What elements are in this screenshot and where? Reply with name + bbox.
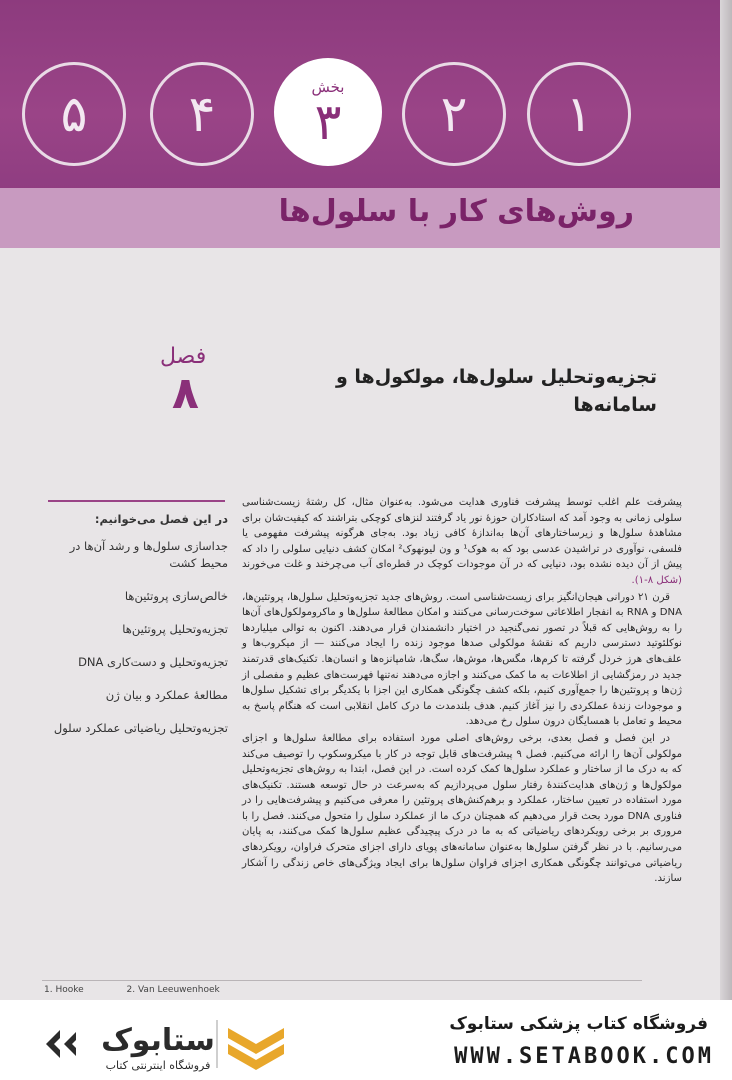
part-circle-2: ۲ <box>402 62 506 166</box>
part-title-band <box>0 188 732 248</box>
footnote-2: 2. Van Leeuwenhoek <box>126 985 220 995</box>
figure-reference: (شکل ۸-۱). <box>631 574 682 586</box>
chapter-number: ۸ <box>172 368 199 419</box>
part-number: ۳ <box>314 92 342 151</box>
part-circle-4: ۴ <box>150 62 254 166</box>
logo-text: ستابوک <box>101 1023 215 1058</box>
part-title: روش‌های کار با سلول‌ها <box>278 194 634 229</box>
chapter-title: تجزیه‌وتحلیل سلول‌ها، مولکول‌ها و سامانه‌ها <box>336 366 657 416</box>
footnotes <box>44 985 260 995</box>
footer-bar <box>0 1000 732 1080</box>
footnote-1: 1. Hooke <box>44 985 84 995</box>
logo-subtext: فروشگاه اینترنتی کتاب <box>105 1059 211 1072</box>
paragraph-1-text: پیشرفت علم اغلب توسط پیشرفت فناوری هدایت می‌شود. به‌عنوان مثال، کل رشتهٔ زیست‌شناسی سلولی زمانی به وجود آمد که استادکاران حوزهٔ نور یاد گرفتند لنزهای کوچکی بتراشند که کیفیت‌شان برای مشاهدهٔ سلول‌ها و زیرساختارهای آن‌ها به‌اندازهٔ کافی زیاد بود. به‌جای هرگونه پیشرفت مفهومی یا فلسفی، نوآوری در تراشیدن عدسی بود که به هوک¹ و ون لیونهوک² امکان کشف دنیایی سلولی را داد که پیش از آن دیده نشده بود، دنیایی که در آن موجودات کوچک در قطره‌ای آب می‌چرخند و غلت می‌خورند <box>242 497 682 571</box>
store-name: فروشگاه کتاب پزشکی ستابوک <box>449 1014 708 1034</box>
sidebar-item: خالص‌سازی پروتئین‌ها <box>124 589 228 603</box>
sidebar-divider <box>48 500 225 502</box>
body-text <box>242 495 682 888</box>
part-banner <box>0 0 732 190</box>
footnote-divider <box>42 980 642 981</box>
sidebar-item: جداسازی سلول‌ها و رشد آن‌ها در محیط کشت <box>69 539 228 570</box>
sidebar-item: تجزیه‌وتحلیل پروتئین‌ها <box>122 622 228 636</box>
part-label: بخش <box>311 77 345 96</box>
setabook-logo <box>38 1014 288 1074</box>
sidebar-item: مطالعهٔ عملکرد و بیان ژن <box>105 688 228 702</box>
sidebar-item: تجزیه‌وتحلیل و دست‌کاری DNA <box>78 655 228 669</box>
part-circle-3-active <box>274 58 382 166</box>
part-circle-1: ۱ <box>527 62 631 166</box>
part-circle-5: ۵ <box>22 62 126 166</box>
page-edge <box>720 0 732 1000</box>
sidebar-item: تجزیه‌وتحلیل ریاضیاتی عملکرد سلول <box>53 721 228 735</box>
paragraph-3: در این فصل و فصل بعدی، برخی روش‌های اصلی مورد استفاده برای مطالعهٔ سلول‌ها و اجزای مولکولی آن‌ها را ارائه می‌کنیم. فصل ۹ پیشرفت‌های قابل توجه در کار با میکروسکوپ را توصیف می‌کند که به درک ما از ساختار و عملکرد سلول‌ها کمک کرده است. در این فصل، ابتدا به روش‌های تجزیه‌وتحلیل مولکول‌ها و ژن‌های هدایت‌کنندهٔ رفتار سلول می‌پردازیم که به‌سرعت در حال توسعه هستند. تکنیک‌های مورد استفاده در تعیین ساختار، عملکرد و برهم‌کنش‌های پروتئین را معرفی می‌کنیم و پیشرفت‌هایی را در فناوری DNA مورد بحث قرار می‌دهیم که همچنان درک ما از عملکرد سلول را متحول می‌کنند. فصل را با مروری بر برخی رویکردهای ریاضیاتی که به ما در درک پیچیدگی عظیم سلول‌ها کمک می‌کنند، به پایان می‌رسانیم. با در نظر گرفتن سلول‌ها به‌عنوان سامانه‌های پویای دارای اجزای متحرک فراوان، رویکردهای ریاضیاتی می‌توانند چگونگی همکاری اجزای فراوان سلول‌ها برای ایجاد ویژگی‌های خاص زندگی را آشکار سازند. <box>242 732 683 885</box>
paragraph-2: قرن ۲۱ دورانی هیجان‌انگیز برای زیست‌شناسی است. روش‌های جدید تجزیه‌وتحلیل سلول‌ها، پروتئین‌ها، DNA و RNA به انفجار اطلاعاتی سوخت‌رسانی می‌کنند و امکان مطالعهٔ سلول‌ها و ماکرومولکول‌های آن‌ها را به روش‌هایی که قبلاً در تصور نمی‌گنجید در اختیار دانشمندان قرار می‌دهند. اکنون به توالی میلیاردها نوکلئوتید دسترسی داریم که نقشهٔ مولکولی صدها موجود زنده را ایجاد می‌کنند — از میکروب‌ها و علف‌های هرز خردل گرفته تا کرم‌ها، مگس‌ها، موش‌ها، سگ‌ها، شامپانزه‌ها و انسان‌ها. تکنیک‌های قدرتمند جدید در رمزگشایی از اطلاعات به ما کمک می‌کنند و اجازه می‌دهند نه‌تنها فهرست‌های عظیم و مفصلی از ژن‌ها و پروتئین‌ها را جمع‌آوری کنیم، بلکه کشف چگونگی همکاری این اجزا با یکدیگر برای تشکیل سلول‌ها و موجودات زندهٔ عملکردی را نیز آغاز کنیم. هدف بلندمدت ما درک کامل انقلابی است که هنگام پاسخ به محیط و تعامل با همسایگان درون سلول رخ می‌دهد. <box>242 591 682 728</box>
sidebar <box>48 512 228 753</box>
chapter-word: فصل <box>160 344 207 369</box>
store-url[interactable]: WWW.SETABOOK.COM <box>454 1044 714 1069</box>
sidebar-heading: در این فصل می‌خوانیم: <box>94 512 228 526</box>
paragraph-1 <box>242 495 682 589</box>
